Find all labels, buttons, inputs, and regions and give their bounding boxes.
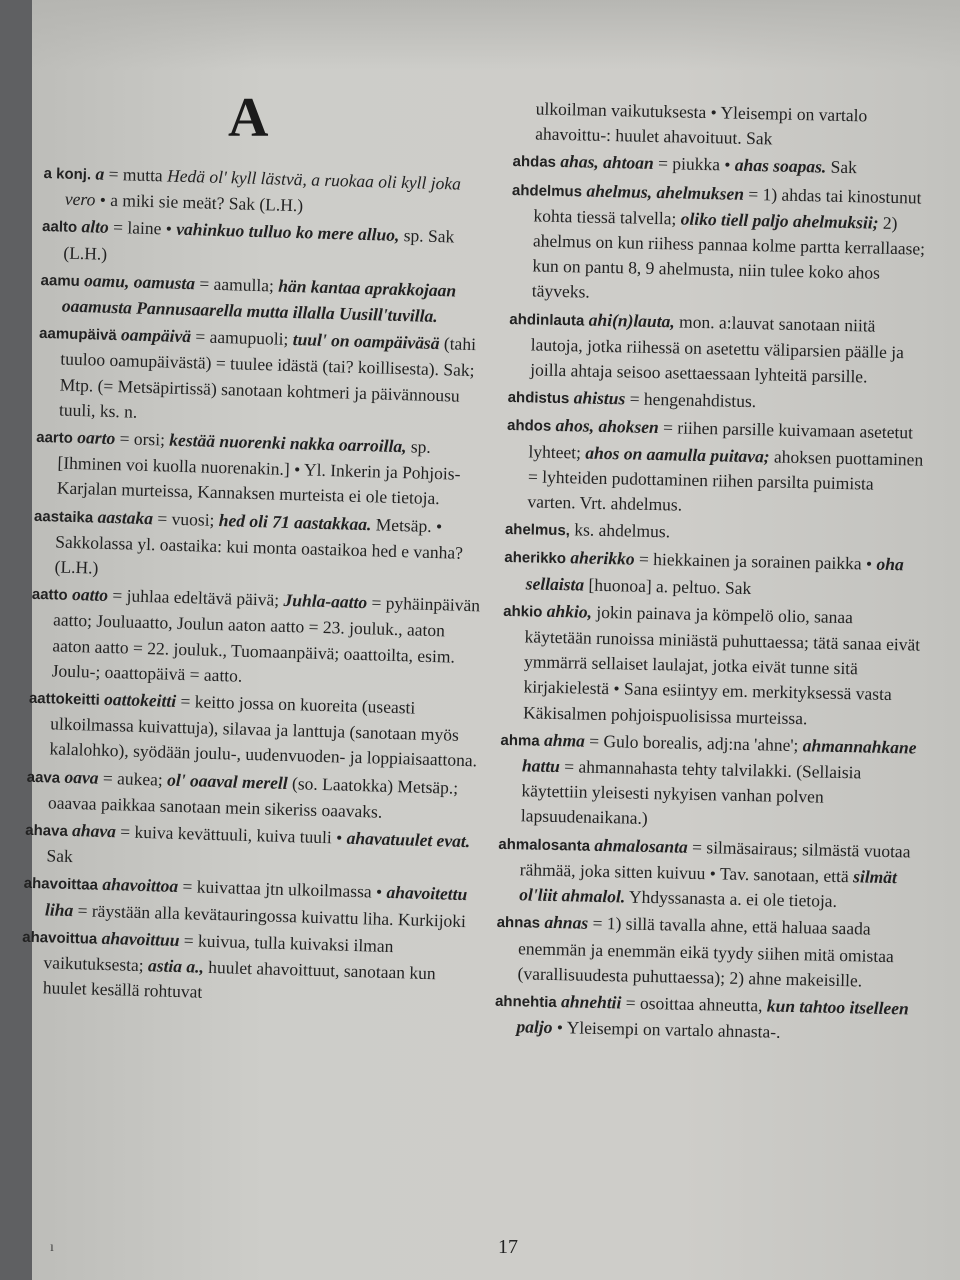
entry: ahdelmus ahelmus, ahelmuksen = 1) ahdas tai kinostunut kohta tiessä talvella; oliko tiell paljo ahelmuksii; 2) ahelmus on kun riihess pannaa kolme partta kerrallaase; kun on pantu 8, 9 ahelmusta, niin tulee koko ahos täyveks. — [511, 180, 926, 303]
entry: ahnas ahnas = 1) sillä tavalla ahne, että haluaa saada enemmän ja enemmän eikä tyydy siihen mitä omistaa (varallisuudesta puhuttaessa); 2) ahne makeisille. — [496, 912, 894, 991]
margin-mark: ı — [50, 1240, 54, 1255]
entry: aastaika aastaka = vuosi; hed oli 71 aastakkaa. Metsäp. • Sakkolassa yl. oastaika: kui monta oastaikoa hed e vanha? (L.H.) — [33, 506, 464, 578]
entry: ahava ahava = kuiva kevättuuli, kuiva tuuli • ahavatuulet evat. Sak — [25, 820, 471, 867]
entry: ahavoittaa ahavoittoa = kuivattaa jtn ulkoilmassa • ahavoitettu liha = räystään alla kevätauringossa kuivattu liha. Kurkijoki — [23, 874, 468, 931]
entry: ahma ahma = Gulo borealis, adj:na 'ahne'; ahmannahkane hattu = ahmannahasta tehty talvilakki. (Sellaisia käytettiin yleisesti nykyisen vanhan polven lapsuudenaikana.) — [500, 729, 917, 829]
continued-text: ulkoilman vaikutuksesta • Yleisempi on vartalo ahavoittu-: huulet ahavoituut. Sak — [535, 98, 868, 149]
entry: aalto alto = laine • vahinkuo tulluo ko mere alluo, sp. Sak (L.H.) — [41, 216, 455, 264]
entry: aattokeitti oattokeitti = keitto jossa on kuoreita (useasti ulkoilmassa kuivattuja), silavaa ja lanttuja (sanotaan myös kalalohko), syödään joulu-, uudenvuoden- ja loppiaisaattona. — [28, 688, 478, 771]
entry: aherikko aherikko = hiekkainen ja sorainen paikka • oha sellaista [huonoa] a. peltuo. Sak — [504, 547, 904, 598]
entry: a konj. a = mutta Hedä ol' kyll lästvä, a ruokaa oli kyll joka vero • a miki sie meät? Sak (L.H.) — [43, 163, 462, 216]
entry: ahdos ahos, ahoksen = riihen parsille kuivamaan asetetut lyhteet; ahos on aamulla puitava; ahoksen puottaminen = lyhteiden pudottaminen riihen parsilta puimista varten. Vrt. ahdelmus. — [506, 415, 924, 515]
entry: aava oava = aukea; ol' oaaval merell (so. Laatokka) Metsäp.; oaavaa paikkaa sanotaan mein sikeriss oaavaks. — [26, 766, 459, 822]
dictionary-page — [22, 0, 960, 1280]
entry: ahkio ahkio, jokin painava ja kömpelö olio, sanaa käytetään runoissa miniästä puhuttaessa; tätä sanaa eivät ymmärrä sellaiset laulajat, jotka eivät tunne sitä kirjakielestä • Sana esiintyy em. merkityksessä vasta Käkisalmen pohjoispuolisissa murteissa. — [503, 600, 921, 728]
right-column — [494, 96, 934, 1050]
page-bleed-through — [32, 0, 960, 70]
entry: ahnehtia ahnehtii = osoittaa ahneutta, kun tahtoo itselleen paljo • Yleisempi on vartalo ahnasta-. — [494, 991, 909, 1042]
section-letter: A — [228, 87, 269, 149]
entry: ahdas ahas, ahtoan = piukka • ahas soapas. Sak — [512, 151, 858, 178]
left-column — [20, 160, 493, 1015]
entry: ahdistus ahistus = hengenahdistus. — [507, 387, 757, 412]
page-number: 17 — [498, 1236, 518, 1258]
entry: aatto oatto = juhlaa edeltävä päivä; Juhla-aatto = pyhäinpäivän aatto; Jouluaatto, Joulun aaton aatto = 23. jouluk., aaton aaton aatto = 22. jouluk., Tuomaanpäivä; oaattoilta, esim. Joulu-; oaattopäivä = aatto. — [31, 584, 481, 686]
entry: aamupäivä oampäivä = aamupuoli; tuul' on oampäiväsä (tahi tuuloo oamupäivästä) = tuulee idästä (tai? koillisesta). Sak; Mtp. (= Metsäpirtissä) sanotaan kohtmeri ja päivännousu tuuli, ks. n. — [38, 324, 477, 422]
entry: ahavoittua ahavoittuu = kuivua, tulla kuivaksi ilman vaikutuksesta; astia a., huulet ahavoittuut, sanotaan kun huulet kesällä rohtuvat — [22, 927, 436, 1003]
entry: aarto oarto = orsi; kestää nuorenki nakka oarroilla, sp. [Ihminen voi kuolla nuorenakin.] • Yl. Inkerin ja Pohjois-Karjalan murteissa, Kannaksen murteista ei ole tietoja. — [36, 427, 461, 509]
entry: ahdinlauta ahi(n)lauta, mon. a:lauvat sanotaan niitä lautoja, jotka riihessä on asetettu väliparsien päälle ja joilla ahtaja seisoo asettaessaan lyhteitä parsille. — [509, 309, 905, 387]
entry: aamu oamu, oamusta = aamulla; hän kantaa aprakkojaan oaamusta Pannusaarella mutta illalla Uusill'tuvilla. — [40, 269, 457, 327]
entry: ahelmus, ks. ahdelmus. — [504, 519, 671, 542]
entry: ahmalosanta ahmalosanta = silmäsairaus; silmästä vuotaa rähmää, joka sitten kuivuu • Tav. sanotaan, että silmät ol'liit ahmalol. Yhdyssanasta a. ei ole tietoja. — [498, 834, 911, 912]
